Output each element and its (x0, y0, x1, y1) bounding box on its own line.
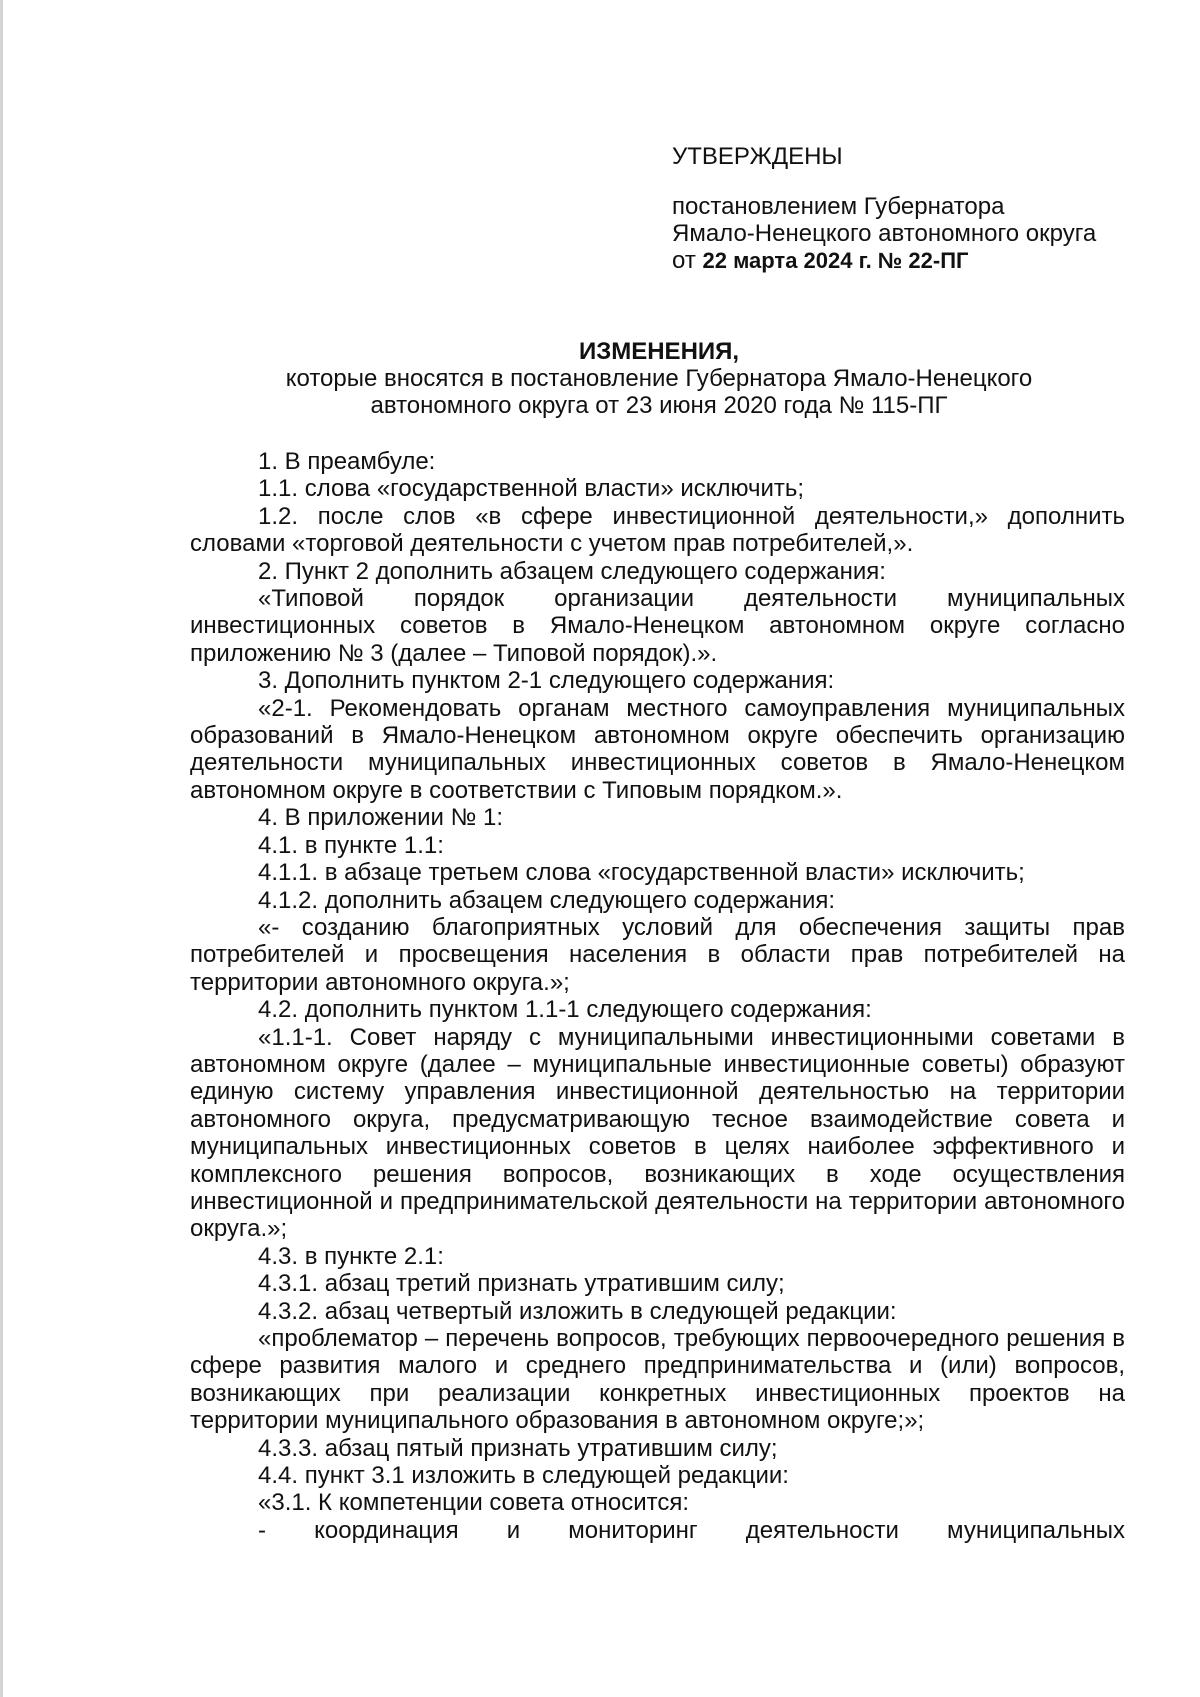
paragraph: 4.4. пункт 3.1 изложить в следующей редакции: (258, 1462, 789, 1490)
paragraph: 4.3.3. абзац пятый признать утратившим силу; (258, 1434, 778, 1462)
document-body (190, 448, 1125, 1544)
approval-date-line (672, 247, 1152, 274)
paragraph: 4.1.2. дополнить абзацем следующего содержания: (258, 886, 836, 914)
paragraph: 4.3. в пункте 2.1: (258, 1242, 444, 1270)
paragraph: «2-1. Рекомендовать органам местного самоуправления муниципальных образований в Ямало-Ненецком автономном округе обеспечить организацию деятельности муниципальных инвестиционных советов в Ямало-Ненецком автономном округе в соответствии с Типовым порядком.». (190, 694, 1125, 804)
paragraph: «- созданию благоприятных условий для обеспечения защиты прав потребителей и просвещения населения в области прав потребителей на территории автономного округа.»; (190, 913, 1125, 996)
paragraph: 1.1. слова «государственной власти» исключить; (258, 475, 805, 503)
paragraph-continued: - координация и мониторинг деятельности муниципальных (258, 1516, 1125, 1544)
scan-left-edge (0, 0, 3, 1697)
approval-block (672, 143, 1152, 274)
paragraph: 3. Дополнить пунктом 2-1 следующего содержания: (258, 667, 835, 695)
paragraph: «проблематор – перечень вопросов, требующих первоочередного решения в сфере развития малого и среднего предпринимательства и (или) вопросов, возникающих при реализации конкретных инвестиционных проектов на территории муниципального образования в автономном округе;»; (190, 1325, 1125, 1435)
paragraph: 2. Пункт 2 дополнить абзацем следующего содержания: (258, 557, 886, 585)
paragraph: «Типовой порядок организации деятельности муниципальных инвестиционных советов в Ямало-Ненецком автономном округе согласно приложению № 3 (далее – Типовой порядок).». (190, 585, 1125, 667)
approval-line-1: постановлением Губернатора (672, 193, 1005, 220)
paragraph: 1. В преамбуле: (258, 448, 436, 475)
paragraph: «3.1. К компетенции совета относится: (258, 1489, 690, 1517)
paragraph: 4.3.2. абзац четвертый изложить в следующей редакции: (258, 1297, 897, 1325)
paragraph: 4.1. в пункте 1.1: (258, 831, 444, 859)
heading-title: ИЗМЕНЕНИЯ, (578, 338, 740, 365)
paragraph: «1.1-1. Совет наряду с муниципальными инвестиционными советами в автономном округе (далее – муниципальные инвестиционные советы) образуют единую систему управления инвестиционной деятельностью на территории автономного округа, предусматривающую тесное взаимодействие совета и муниципальных инвестиционных советов в целях наиболее эффективного и комплексного решения вопросов, возникающих в ходе осуществления инвестиционной и предпринимательской деятельности на территории автономного округа.»; (190, 1023, 1125, 1243)
paragraph: 1.2. после слов «в сфере инвестиционной деятельности,» дополнить словами «торговой деятельности с учетом прав потребителей,». (190, 502, 1125, 558)
paragraph: 4.3.1. абзац третий признать утратившим силу; (258, 1270, 785, 1298)
paragraph: 4.1.1. в абзаце третьем слова «государственной власти» исключить; (258, 859, 1025, 887)
heading-subtitle-line-1: которые вносятся в постановление Губернатора Ямало-Ненецкого (285, 365, 1033, 392)
approval-line-2: Ямало-Ненецкого автономного округа (672, 220, 1097, 247)
heading-subtitle-line-2: автономного округа от 23 июня 2020 года № 115-ПГ (370, 392, 948, 419)
paragraph: 4. В приложении № 1: (258, 804, 504, 832)
approval-date-value: 22 марта 2024 г. № 22-ПГ (702, 248, 969, 273)
approval-date-prefix: от (672, 247, 703, 274)
paragraph: 4.2. дополнить пунктом 1.1-1 следующего содержания: (258, 996, 872, 1024)
document-heading (190, 338, 1128, 419)
approval-title: УТВЕРЖДЕНЫ (672, 143, 843, 170)
